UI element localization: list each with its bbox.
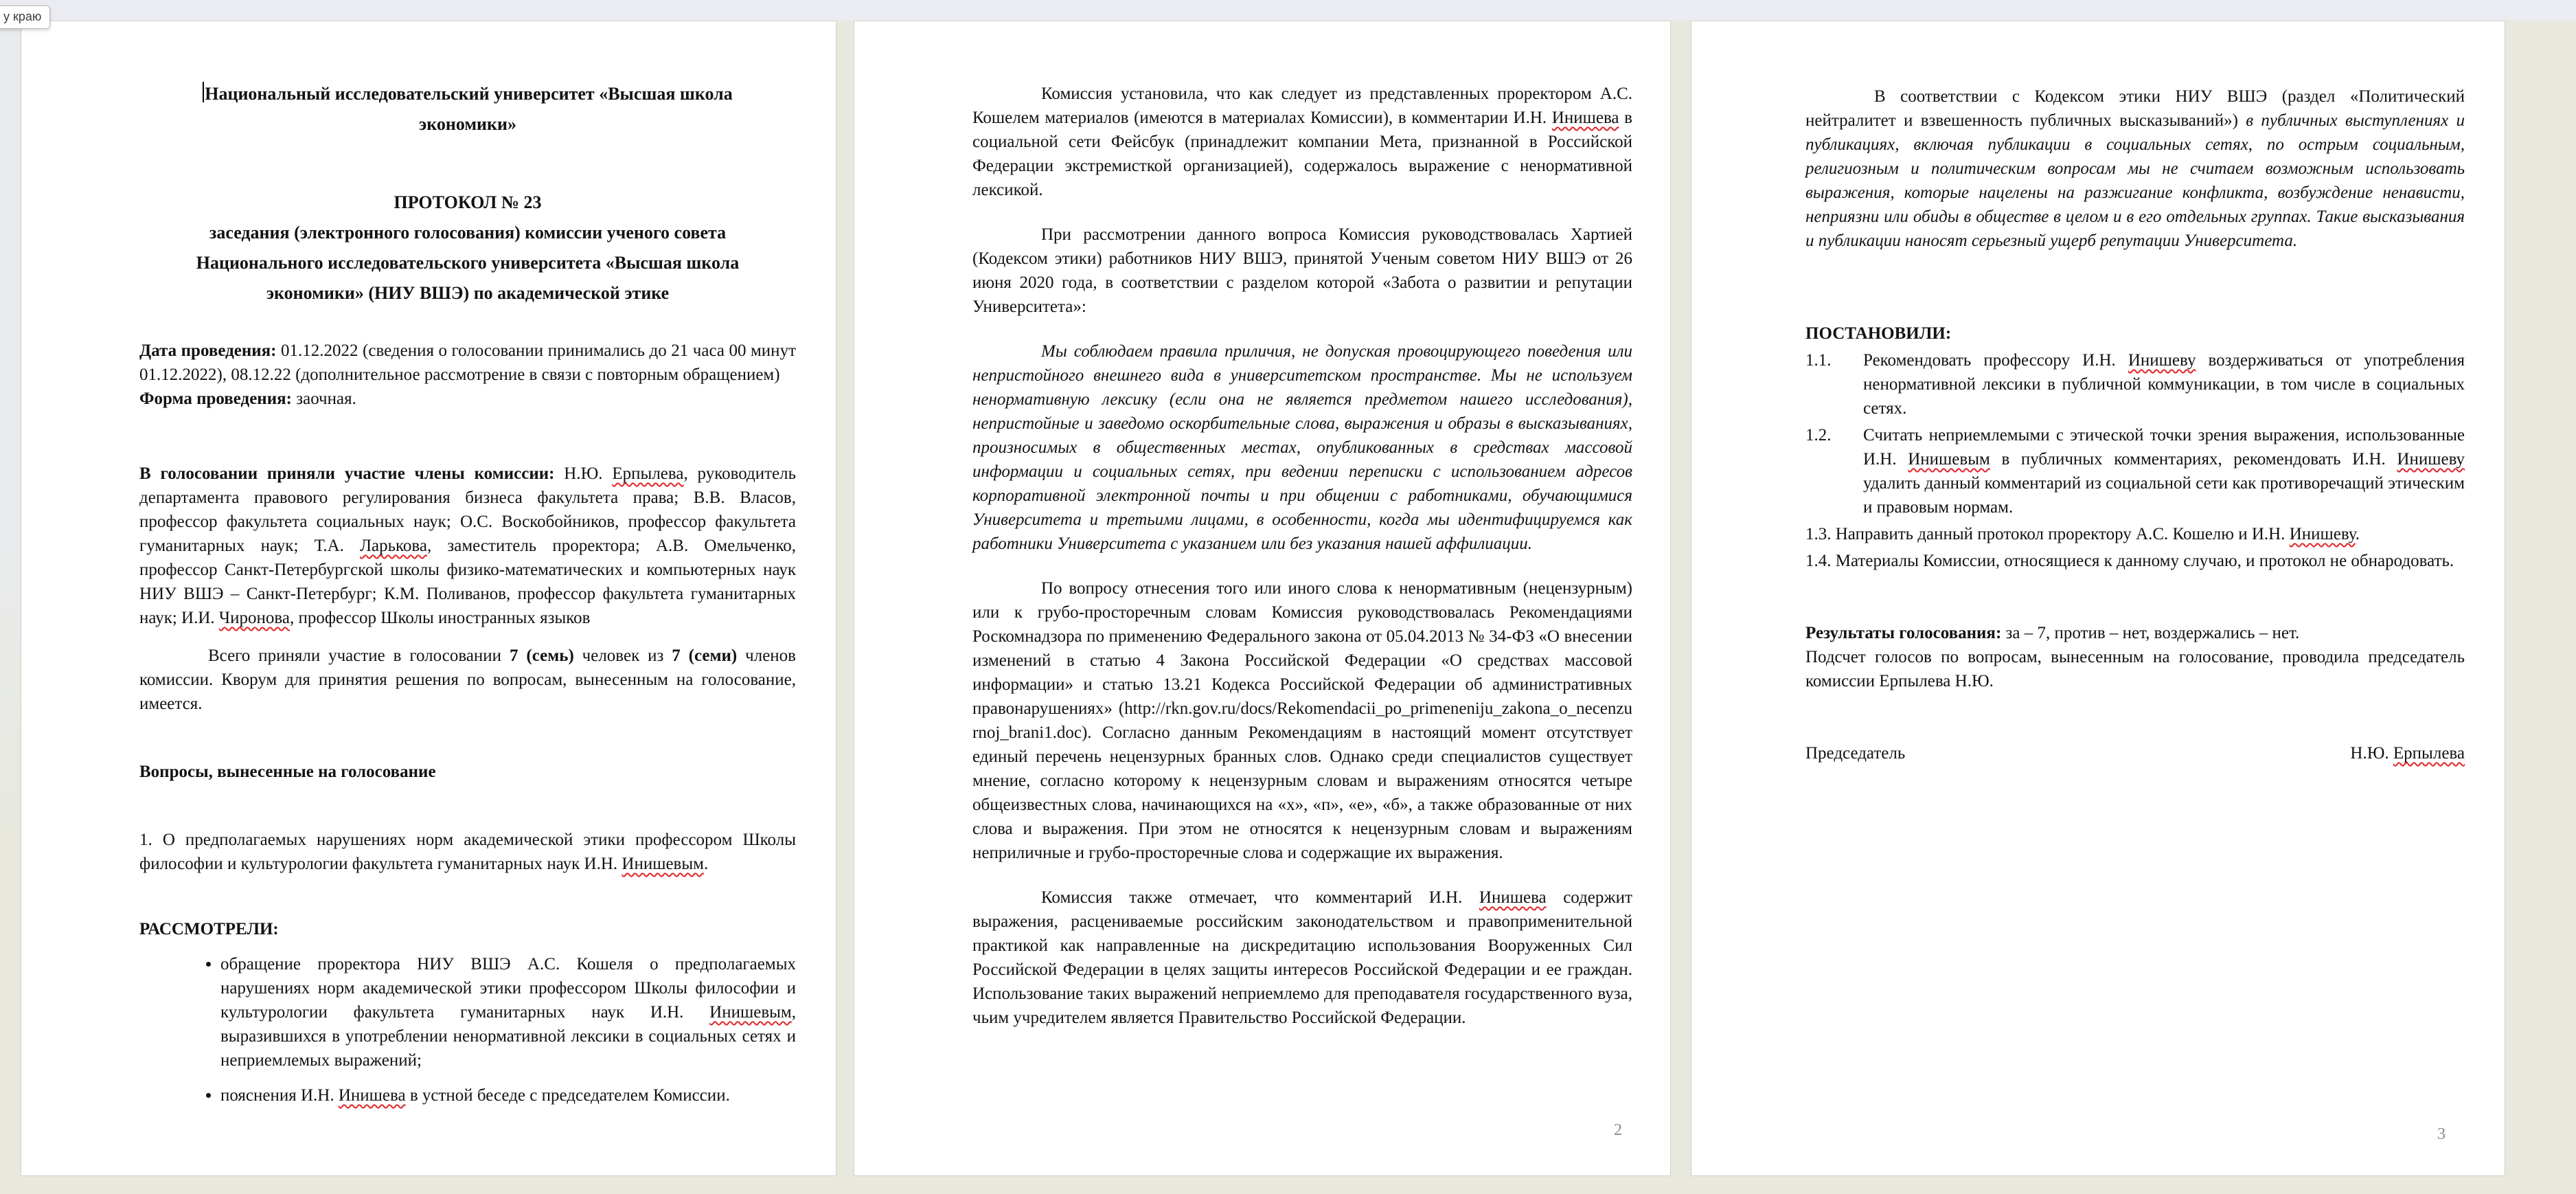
resolution-item-1-2: 1.2. Считать неприемлемыми с этической точки зрения выражения, использованные И.Н. Инишевым в публичных комментариях, рекомендовать И.Н. Инишеву удалить данный комментарий из социальной сети как противоречащий этическим и правовым нормам.	[1805, 426, 2465, 517]
misspelled-name: Инишева	[1551, 109, 1619, 127]
misspelled-name: Ерпылева	[612, 464, 684, 483]
document-page-1[interactable]	[21, 21, 836, 1176]
participants-paragraph: В голосовании приняли участие члены комиссии: Н.Ю. Ерпылева, руководитель департамента правового регулирования бизнеса факультета права; В.В. Власов, профессор факультета социальных наук; О.С. Воскобойников, профессор факультета гуманитарных наук; Т.А. Ларькова, заместитель проректора; А.В. Омельченко, профессор Санкт-Петербургской школы физико-математических и компьютерных наук НИУ ВШЭ – Санкт-Петербург; К.М. Поливанов, профессор факультета гуманитарных наук; И.И. Чиронова, профессор Школы иностранных языков	[139, 464, 796, 627]
misspelled-name: Инишеву	[2289, 525, 2356, 543]
resolution-item-1-3: 1.3. Направить данный протокол проректору А.С. Кошелю и И.Н. Инишеву.	[1805, 525, 2360, 543]
roskomnadzor-paragraph: По вопросу отнесения того или иного слова к ненормативным (нецензурным) или к грубо-просторечным словам Комиссия руководствовалась Рекомендациями Роскомнадзора по применению Федерального закона от 05.04.2013 № 34-ФЗ «О внесении изменений в статью 4 Закона Российской Федерации «О средствах массовой информации» и статью 13.21 Кодекса Российской Федерации об административных правонарушениях» (http://rkn.gov.ru/docs/Rekomendacii_po_primeneniju_zakona_o_necenzurnoj_brani1.doc). Согласно данным Рекомендациям в настоящий момент отсутствует единый перечень нецензурных бранных слов. Однако среди специалистов существует мнение, согласно которому к нецензурным словам и выражениям относятся четыре общеизвестных слова, начинающихся на «х», «п», «е», «б», а также образованные от них слова и выражения. При этом не относятся к нецензурным словам и выражениям неприличные и грубо-просторечные слова и содержащие их выражения.	[972, 579, 1632, 862]
misspelled-name: Ларькова	[360, 537, 427, 555]
org-title: Национальный исследовательский университет «Высшая школа экономики»	[139, 79, 796, 139]
resolved-heading: ПОСТАНОВИЛИ:	[1805, 324, 1952, 343]
findings-paragraph: Комиссия установила, что как следует из представленных проректором А.С. Кошелем материалов (имеются в материалах Комиссии), в комментарии И.Н. Инишева в социальной сети Фейсбук (принадлежит компании Мета, признанной в Российской Федерации экстремисткой организацией), содержалось выражение с ненормативной лексикой.	[972, 85, 1632, 199]
form-paragraph: Форма проведения: заочная.	[139, 390, 356, 408]
app-chrome-left	[0, 21, 19, 1194]
ethics-code-paragraph: В соответствии с Кодексом этики НИУ ВШЭ (раздел «Политический нейтралитет и взвешенность публичных высказываний») в публичных выступлениях и публикациях, включая публикации в социальных сетях, по острым социальным, религиозным и политическим вопросам мы не считаем возможным использовать выражения, которые нацелены на разжигание конфликта, возбуждение ненависти, неприязни или обиды в обществе в целом и в его отдельных группах. Такие высказывания и публикации наносят серьезный ущерб репутации Университета.	[1805, 87, 2465, 250]
protocol-heading: ПРОТОКОЛ № 23 заседания (электронного голосования) комиссии ученого совета Национального исследовательского университета «Высшая школа экономики» (НИУ ВШЭ) по академической этике	[139, 188, 796, 308]
considered-heading: РАССМОТРЕЛИ:	[139, 920, 279, 938]
list-item: • пояснения И.Н. Инишева в устной беседе с председателем Комиссии.	[220, 1083, 796, 1107]
misspelled-name: Инишеву	[2128, 351, 2196, 370]
misspelled-name: Ерпылева	[2393, 744, 2465, 763]
signature-title: Председатель	[1805, 744, 1906, 763]
app-chrome-top	[0, 0, 2576, 21]
resolution-item-1-4: 1.4. Материалы Комиссии, относящиеся к данному случаю, и протокол не обнародовать.	[1805, 552, 2454, 570]
page-number: 3	[2437, 1125, 2446, 1143]
document-page-3[interactable]	[1691, 21, 2505, 1176]
charter-paragraph: При рассмотрении данного вопроса Комиссия руководствовалась Хартией (Кодексом этики) работников НИУ ВШЭ, принятой Ученым советом НИУ ВШЭ от 26 июня 2020 года, в соответствии с разделом которой «Забота о развитии и репутации Университета»:	[972, 225, 1632, 316]
text-cursor	[203, 82, 204, 102]
document-link: (http://rkn.gov.ru/docs/Rekomendacii_po_primeneniju_zakona_o_necenzurnoj_brani1.doc).	[972, 699, 1632, 742]
signature-name: Н.Ю. Ерпылева	[2350, 744, 2465, 763]
document-page-2[interactable]	[854, 21, 1671, 1176]
resolution-item-1-1: 1.1. Рекомендовать профессору И.Н. Инишеву воздерживаться от употребления ненормативной лексики в публичной коммуникации, в том числе в социальных сетях.	[1805, 351, 2465, 418]
misspelled-name: Инишевым	[709, 1003, 792, 1022]
misspelled-name: Инишевым	[622, 855, 704, 873]
list-item: • обращение проректора НИУ ВШЭ А.С. Кошеля о предполагаемых нарушениях норм академической этики профессором Школы философии и культурологии факультета гуманитарных наук И.Н. Инишевым, выразившихся в употреблении ненормативной лексики в социальных сетях и неприемлемых выражений;	[220, 952, 796, 1072]
protocol-number: ПРОТОКОЛ № 23	[394, 192, 542, 212]
charter-quote: Мы соблюдаем правила приличия, не допуская провоцирующего поведения или непристойного внешнего вида в университетском пространстве. Мы не используем ненормативную лексику (если она не является предметом нашего исследования), непристойные и заведомо оскорбительные слова, выражения и образы в высказываниях, произносимых в общественных местах, опубликованных в средствах массовой информации и социальных сетях, при ведении переписки с использованием адресов корпоративной электронной почты и при общении с работниками, обучающимися Университета и третьими лицами, в особенности, когда мы идентифицируемся как работники Университета с указанием или без указания нашей аффилиации.	[972, 342, 1632, 553]
signature-row	[1805, 741, 2465, 765]
date-paragraph: Дата проведения: 01.12.2022 (сведения о голосовании принимались до 21 часа 00 минут 01.12.2022), 08.12.22 (дополнительное рассмотрение в связи с повторным обращением)	[139, 341, 796, 384]
tooltip-text: у краю	[3, 10, 42, 23]
misspelled-name: Инишева	[338, 1086, 406, 1105]
considered-list	[139, 952, 796, 1107]
questions-heading: Вопросы, вынесенные на голосование	[139, 763, 436, 781]
page-number: 2	[1614, 1121, 1622, 1139]
misspelled-name: Инишевым	[1908, 450, 1990, 469]
discredit-paragraph: Комиссия также отмечает, что комментарий И.Н. Инишева содержит выражения, расцениваемые российским законодательством и правоприменительной практикой как направленные на дискредитацию использования Вооруженных Сил Российской Федерации в целях защиты интересов Российской Федерации и ее граждан. Использование таких выражений неприемлемо для преподавателя государственного вуза, чьим учредителем является Правительство Российской Федерации.	[972, 888, 1632, 1027]
question-1: 1. О предполагаемых нарушениях норм академической этики профессором Школы философии и культурологии факультета гуманитарных наук И.Н. Инишевым.	[139, 831, 796, 873]
alignment-tooltip	[0, 5, 50, 29]
misspelled-name: Чиронова	[218, 609, 290, 627]
misspelled-name: Инишева	[1479, 888, 1547, 907]
vote-counting: Подсчет голосов по вопросам, вынесенным на голосование, проводила председатель комиссии Ерпылева Н.Ю.	[1805, 648, 2465, 690]
misspelled-name: Инишеву	[2397, 450, 2465, 469]
voting-results: Результаты голосования: за – 7, против – нет, воздержались – нет.	[1805, 624, 2300, 642]
quorum-paragraph: Всего приняли участие в голосовании 7 (семь) человек из 7 (семи) членов комиссии. Кворум для принятия решения по вопросам, вынесенным на голосование, имеется.	[139, 646, 796, 713]
